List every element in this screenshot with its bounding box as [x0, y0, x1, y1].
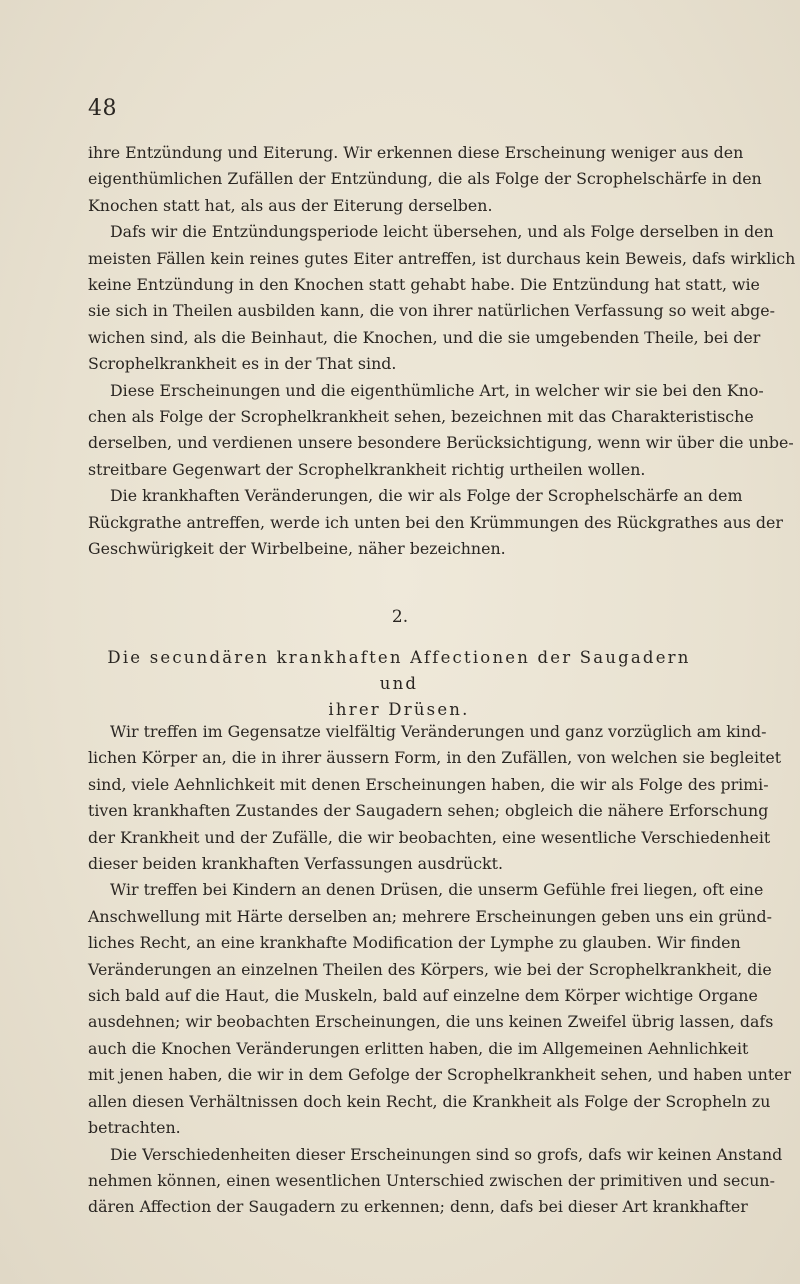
text-line: sich bald auf die Haut, die Muskeln, bald auf einzelne dem Körper wichtige Organe — [88, 986, 758, 1006]
text-line: sie sich in Theilen ausbilden kann, die von ihrer natürlichen Verfassung so weit abge- — [88, 301, 775, 321]
page-number: 48 — [88, 96, 117, 121]
text-line: Dafs wir die Entzündungsperiode leicht übersehen, und als Folge derselben in den — [110, 222, 774, 242]
text-line: nehmen können, einen wesentlichen Unterschied zwischen der primitiven und secun- — [88, 1170, 775, 1190]
text-line: Die Verschiedenheiten dieser Erscheinungen sind so grofs, dafs wir keinen Anstand — [110, 1144, 783, 1164]
text-block-bottom — [88, 719, 792, 1221]
text-line: Veränderungen an einzelnen Theilen des Körpers, wie bei der Scrophelkrankheit, die — [88, 959, 772, 979]
text-line: ihre Entzündung und Eiterung. Wir erkennen diese Erscheinung weniger aus den — [88, 143, 744, 162]
text-line: Knochen statt hat, als aus der Eiterung derselben. — [88, 195, 493, 215]
text-line: betrachten. — [88, 1118, 181, 1138]
text-line: dieser beiden krankhaften Verfassungen ausdrückt. — [88, 854, 503, 874]
text-line: dären Affection der Saugadern zu erkennen; denn, dafs bei dieser Art krankhafter — [88, 1197, 748, 1217]
text-line: chen als Folge der Scrophelkrankheit sehen, bezeichnen mit das Charakteristische — [88, 407, 754, 427]
text-line: Scrophelkrankheit es in der That sind. — [88, 354, 397, 374]
text-line: Geschwürigkeit der Wirbelbeine, näher bezeichnen. — [88, 539, 506, 559]
text-line: mit jenen haben, die wir in dem Gefolge der Scrophelkrankheit sehen, und haben unter — [88, 1065, 792, 1085]
text-line: keine Entzündung in den Knochen statt gehabt habe. Die Entzündung hat statt, wie — [88, 275, 760, 295]
section-heading-line: Die secundären krankhaften Affectionen der Saugadern und — [107, 648, 691, 693]
text-line: Die krankhaften Veränderungen, die wir als Folge der Scrophelschärfe an dem — [110, 486, 743, 506]
text-line: lichen Körper an, die in ihrer äussern Form, in den Zufällen, von welchen sie begleitet — [88, 748, 782, 768]
text-line: auch die Knochen Veränderungen erlitten haben, die im Allgemeinen Aehnlichkeit — [88, 1038, 749, 1058]
text-line: Wir treffen bei Kindern an denen Drüsen, die unserm Gefühle frei liegen, oft eine — [110, 880, 764, 900]
text-line: Diese Erscheinungen und die eigenthümliche Art, in welcher wir sie bei den Kno- — [110, 380, 764, 400]
section-number: 2. — [391, 607, 409, 627]
section-heading-line: ihrer Drüsen. — [328, 700, 470, 719]
text-line: derselben, und verdienen unsere besondere Berücksichtigung, wenn wir über die unbe- — [88, 433, 794, 453]
text-line: ausdehnen; wir beobachten Erscheinungen, die uns keinen Zweifel übrig lassen, dafs — [88, 1012, 774, 1032]
text-line: allen diesen Verhältnissen doch kein Recht, die Krankheit als Folge der Scropheln zu — [88, 1091, 771, 1111]
text-line: liches Recht, an eine krankhafte Modification der Lymphe zu glauben. Wir finden — [88, 933, 741, 953]
text-line: wichen sind, als die Beinhaut, die Knochen, und die sie umgebenden Theile, bei der — [88, 327, 761, 347]
text-block-top — [88, 140, 796, 563]
text-line: Rückgrathe antreffen, werde ich unten bei den Krümmungen des Rückgrathes aus der — [88, 512, 783, 532]
text-line: sind, viele Aehnlichkeit mit denen Erscheinungen haben, die wir als Folge des primi- — [88, 774, 769, 794]
text-line: eigenthümlichen Zufällen der Entzündung, die als Folge der Scrophelschärfe in den — [88, 169, 762, 189]
text-line: Anschwellung mit Härte derselben an; mehrere Erscheinungen geben uns ein gründ- — [88, 906, 772, 926]
text-line: tiven krankhaften Zustandes der Saugadern sehen; obgleich die nähere Erforschung — [88, 801, 769, 821]
text-line: der Krankheit und der Zufälle, die wir beobachten, eine wesentliche Verschiedenheit — [88, 827, 771, 847]
section-heading — [88, 645, 710, 723]
text-line: meisten Fällen kein reines gutes Eiter antreffen, ist durchaus kein Beweis, dafs wirklich — [88, 248, 796, 268]
text-line: Wir treffen im Gegensatze vielfältig Veränderungen und ganz vorzüglich am kind- — [110, 722, 767, 741]
text-line: streitbare Gegenwart der Scrophelkrankheit richtig urtheilen wollen. — [88, 459, 646, 479]
